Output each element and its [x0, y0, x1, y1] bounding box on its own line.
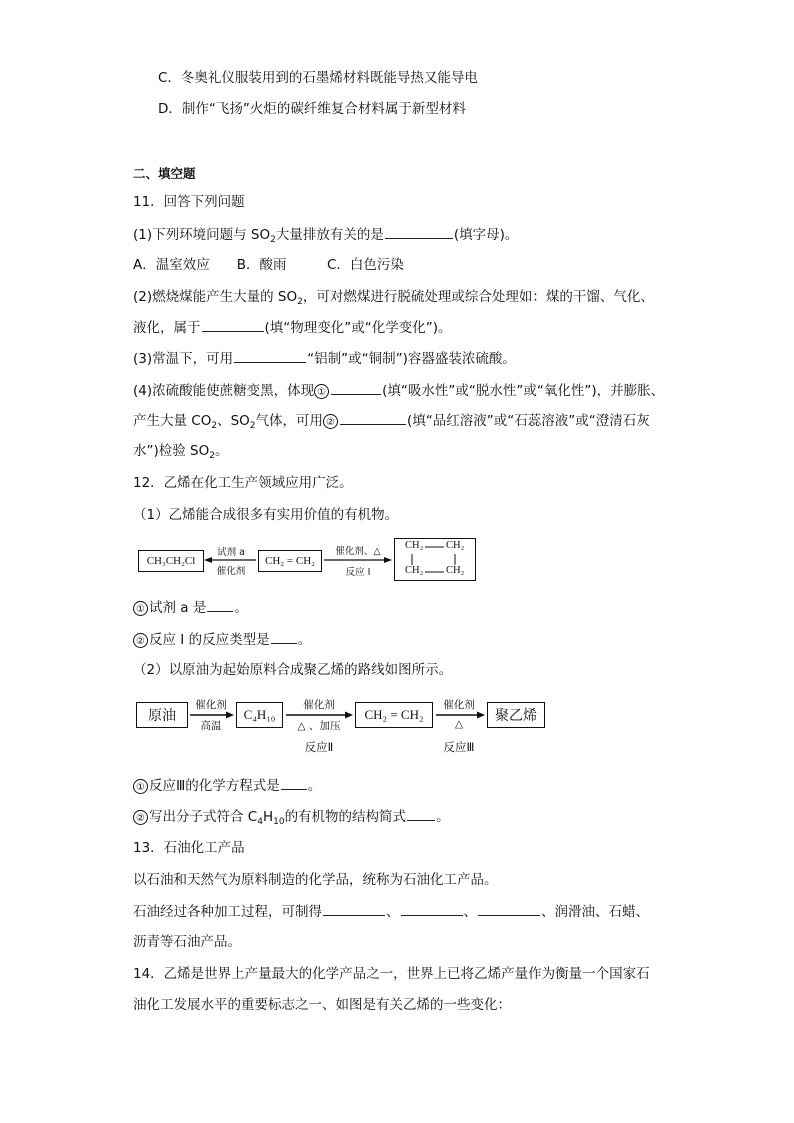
q14-line1: 14．乙烯是世界上产量最大的化学产品之一，世界上已将乙烯产量作为衡量一个国家石 [133, 966, 650, 982]
arrow3-top: 催化剂 [443, 699, 475, 711]
answer-blank[interactable] [271, 629, 297, 644]
reaction-1-label: 反应 I [345, 567, 371, 578]
ring-ch2: CH₂ [446, 565, 465, 576]
q11-part2-cont: 液化，属于 (填“物理变化”或“化学变化”)。 [133, 317, 452, 337]
answer-blank[interactable] [207, 597, 233, 612]
q11-title: 11．回答下列问题 [133, 194, 245, 210]
arrow1-top: 催化剂 [195, 699, 227, 711]
reaction-2-label: 反应Ⅱ [304, 740, 334, 754]
answer-blank[interactable] [401, 901, 463, 916]
answer-blank[interactable] [385, 224, 453, 239]
reaction-3-label: 反应Ⅲ [443, 740, 475, 754]
answer-blank[interactable] [234, 348, 306, 363]
q11-part1: (1)下列环境问题与 $SO_2$大量排放有关的是 (填字母)。 [133, 224, 518, 244]
arrow2-bottom: △ 、加压 [297, 720, 341, 732]
ring-ch2: CH₂ [446, 540, 465, 551]
q11-options: A．温室效应 B．酸雨 C．白色污染 [133, 257, 404, 273]
q11-part4-end: 水”)检验 $SO_2$。 [133, 443, 229, 461]
arrow3-bottom: △ [454, 718, 464, 730]
answer-blank[interactable] [281, 775, 307, 790]
q12-sub2: （2）以原油为起始原料合成聚乙烯的路线如图所示。 [133, 662, 453, 678]
q11-part3: (3)常温下，可用 “铝制”或“铜制”)容器盛装浓硫酸。 [133, 348, 516, 368]
q11-part2: (2)燃烧煤能产生大量的 $SO_2$，可对燃煤进行脱硫处理或综合处理如：煤的干馏、气化、 [133, 289, 654, 307]
arrow1-bottom: 高温 [200, 720, 222, 732]
q11-part4: (4)浓硫酸能使蔗糖变黑，体现 ① (填“吸水性”或“脱水性”或“氧化性”)，并膨胀、 [133, 380, 664, 400]
ring-ch2: CH₂ [405, 565, 424, 576]
q13-line3: 沥青等石油产品。 [133, 934, 241, 950]
answer-blank[interactable] [407, 806, 435, 821]
butane-box: C₄H₁₀ [236, 702, 283, 728]
ethylene-box: CH₂ = CH₂ [258, 550, 322, 572]
answer-blank[interactable] [323, 901, 385, 916]
catalyst-label: 催化剂 [216, 566, 246, 577]
answer-blank[interactable] [478, 901, 540, 916]
crude-oil-box: 原油 [136, 702, 188, 728]
reagent-a-label: 试剂 a [217, 547, 245, 558]
q12-title: 12．乙烯在化工生产领域应用广泛。 [133, 475, 353, 491]
q13-line2: 石油经过各种加工过程，可制得 、 、 、润滑油、石蜡、 [133, 901, 649, 921]
q12-1-item1: ① 试剂 a 是 。 [133, 597, 248, 617]
q12-sub1: （1）乙烯能合成很多有实用价值的有机物。 [133, 507, 399, 523]
q12-2-item1: ① 反应Ⅲ的化学方程式是 。 [133, 775, 321, 795]
arrow-3 [0, 0, 1, 1]
section-heading: 二、填空题 [133, 166, 196, 181]
q12-2-item2: ② 写出分子式符合 $C_4H_{10}$的有机物的结构简式 。 [133, 806, 450, 826]
q13-line1: 以石油和天然气为原料制造的化学品，统称为石油化工产品。 [133, 872, 498, 888]
ring-ch2: CH₂ [405, 540, 424, 551]
answer-blank[interactable] [331, 380, 381, 395]
option-c: C．冬奥礼仪服装用到的石墨烯材料既能导热又能导电 [158, 70, 478, 86]
catalyst-heat-label: 催化剂、△ [335, 546, 381, 557]
q12-1-item2: ② 反应 I 的反应类型是 。 [133, 629, 311, 649]
chloroethane-box: CH₃CH₂Cl [138, 550, 204, 572]
arrow2-top: 催化剂 [303, 699, 335, 711]
option-d: D．制作“飞扬”火炬的碳纤维复合材料属于新型材料 [158, 101, 466, 117]
q11-part4-cont: 产生大量 $CO_2$、$SO_2$气体，可用 ② (填“品红溶液”或“石蕊溶液”或“澄清石灰 [133, 410, 650, 430]
q14-line2: 油化工发展水平的重要标志之一、如图是有关乙烯的一些变化： [133, 997, 511, 1013]
q13-title: 13．石油化工产品 [133, 840, 245, 856]
ethylene-box-2: CH₂ = CH₂ [355, 702, 433, 728]
answer-blank[interactable] [202, 317, 264, 332]
polyethylene-box: 聚乙烯 [487, 702, 545, 728]
answer-blank[interactable] [340, 410, 406, 425]
